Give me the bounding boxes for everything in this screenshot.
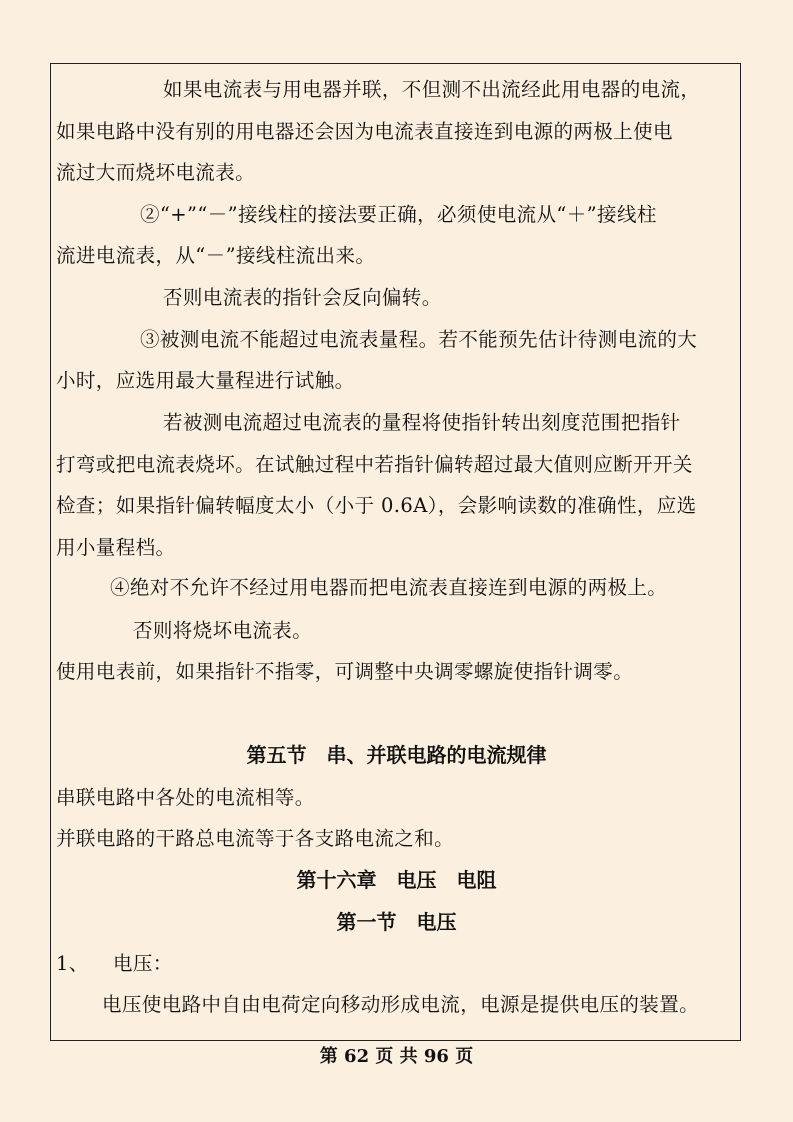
text-line: 串联电路中各处的电流相等。	[56, 786, 315, 809]
text-line: 打弯或把电流表烧坏。在试触过程中若指针偏转超过最大值则应断开开关	[56, 453, 693, 476]
chapter-title: 第十六章 电压 电阻	[296, 868, 497, 892]
list-label: 电压：	[113, 952, 173, 975]
text-line: 检查；如果指针偏转幅度太小（小于 0.6A），会影响读数的准确性，应选	[56, 494, 697, 517]
text-line: 用小量程档。	[56, 536, 176, 559]
text-line: 使用电表前，如果指针不指零，可调整中央调零螺旋使指针调零。	[56, 660, 634, 683]
list-number: 1、	[56, 952, 89, 975]
text-line: 否则将烧坏电流表。	[133, 619, 313, 642]
text-line: ③被测电流不能超过电流表量程。若不能预先估计待测电流的大	[140, 328, 698, 351]
text-line: 否则电流表的指针会反向偏转。	[163, 286, 442, 309]
text-line: 如果电流表与用电器并联，不但测不出流经此用电器的电流，	[163, 78, 701, 101]
section-title: 第一节 电压	[336, 910, 457, 934]
text-line: 如果电路中没有别的用电器还会因为电流表直接连到电源的两极上使电	[56, 120, 673, 143]
text-line: ④绝对不允许不经过用电器而把电流表直接连到电源的两极上。	[110, 576, 668, 599]
text-line: 流过大而烧坏电流表。	[56, 161, 256, 184]
text-line: ②“+”“－”接线柱的接法要正确，必须使电流从“＋”接线柱	[140, 203, 657, 226]
text-line: 电压使电路中自由电荷定向移动形成电流，电源是提供电压的装置。	[102, 993, 700, 1016]
text-line: 小时，应选用最大量程进行试触。	[56, 369, 355, 392]
page-number: 第 62 页 共 96 页	[319, 1046, 474, 1067]
text-line: 流进电流表，从“－”接线柱流出来。	[56, 244, 376, 267]
text-line: 并联电路的干路总电流等于各支路电流之和。	[56, 827, 455, 850]
text-line: 若被测电流超过电流表的量程将使指针转出刻度范围把指针	[163, 411, 681, 434]
section-title: 第五节 串、并联电路的电流规律	[246, 743, 547, 767]
